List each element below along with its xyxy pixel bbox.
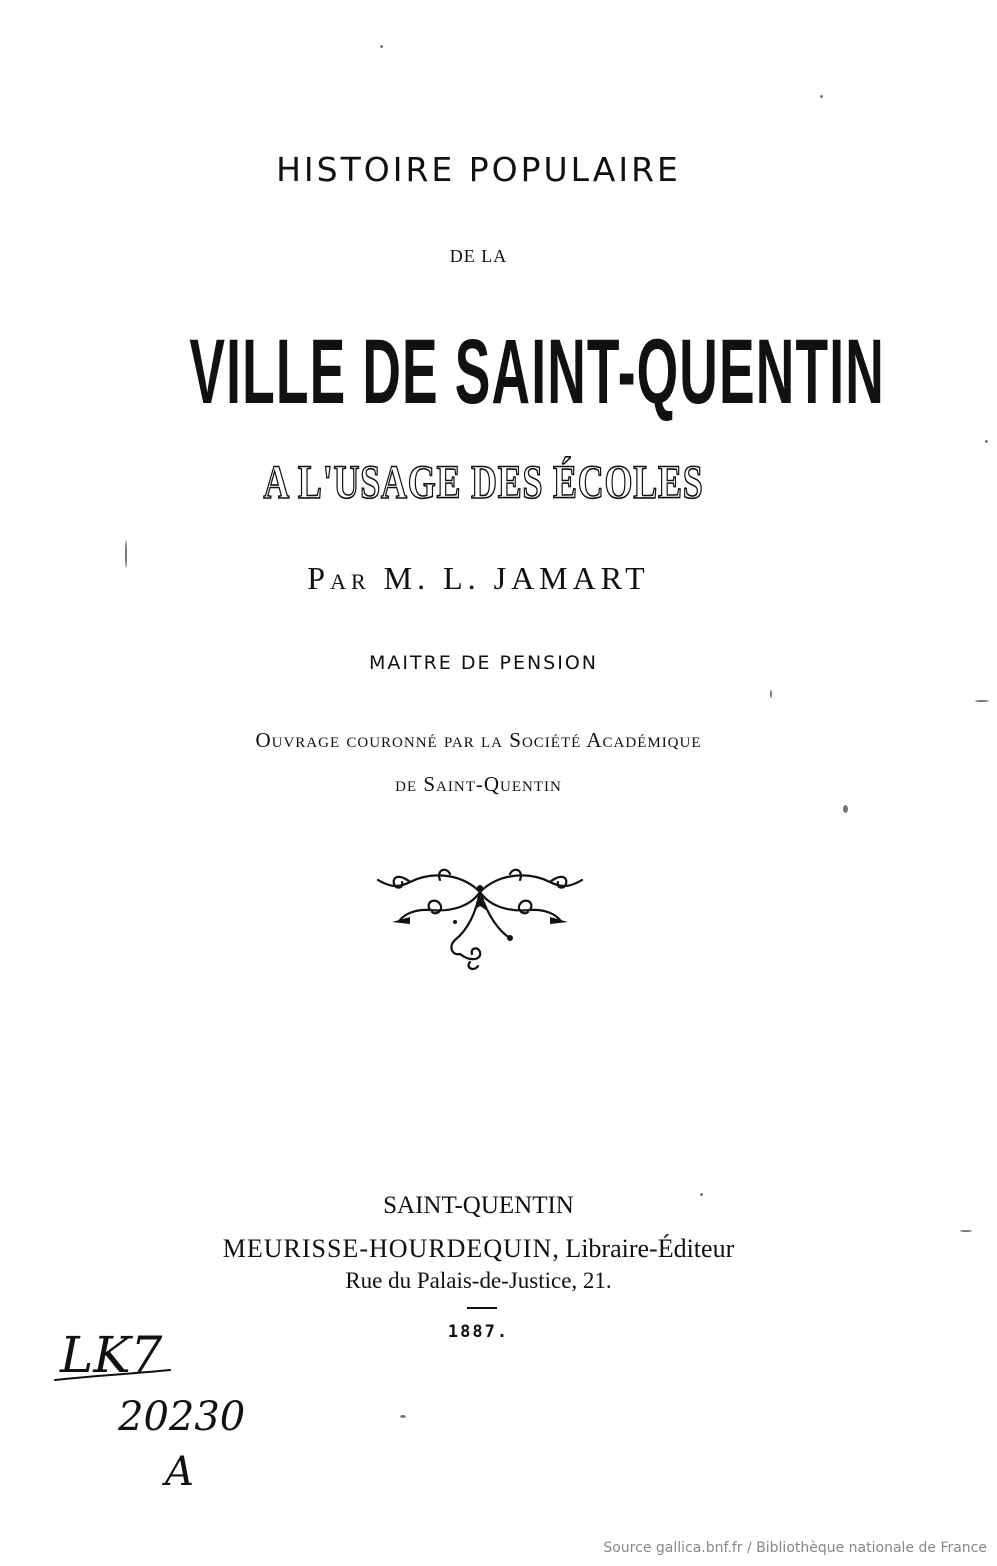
divider-rule: [467, 1307, 497, 1309]
award-line-2: de Saint-Quentin: [395, 772, 562, 796]
paper-speck: [700, 1193, 703, 1196]
author-line: Par M. L. JAMART: [307, 560, 650, 596]
imprint-year: 1887.: [447, 1322, 510, 1342]
subtitle: A L'USAGE DES ÉCOLES: [263, 456, 704, 509]
shelfmark-line-2: 20230: [118, 1394, 246, 1440]
imprint-city: SAINT-QUENTIN: [383, 1192, 574, 1219]
award-line-1: Ouvrage couronné par la Société Académique: [255, 728, 702, 752]
handwritten-shelfmark: [50, 1310, 270, 1500]
paper-speck: [960, 1230, 972, 1232]
paper-speck: [975, 700, 989, 702]
header-title: HISTOIRE POPULAIRE: [276, 150, 681, 189]
main-title: VILLE DE SAINT-QUENTIN: [189, 321, 885, 423]
paper-speck: [843, 805, 848, 813]
source-credit: Source gallica.bnf.fr / Bibliothèque nationale de France: [603, 1540, 987, 1556]
publisher-role: , Libraire-Éditeur: [552, 1234, 735, 1263]
imprint-address: Rue du Palais-de-Justice, 21.: [345, 1268, 612, 1293]
connector-text: DE LA: [449, 246, 508, 266]
shelfmark-line-1: LK7: [60, 1326, 163, 1384]
paper-speck: [125, 540, 127, 568]
author-role: MAITRE DE PENSION: [368, 652, 599, 674]
publisher-name: MEURISSE-HOURDEQUIN: [222, 1234, 553, 1263]
floral-vignette-icon: [370, 862, 590, 972]
imprint-publisher: [0, 1234, 977, 1264]
paper-speck: [380, 45, 383, 48]
paper-speck: [985, 440, 988, 443]
paper-speck: [820, 95, 823, 98]
paper-speck: [770, 690, 772, 698]
paper-speck: [400, 1415, 406, 1418]
shelfmark-line-3: A: [165, 1449, 194, 1495]
